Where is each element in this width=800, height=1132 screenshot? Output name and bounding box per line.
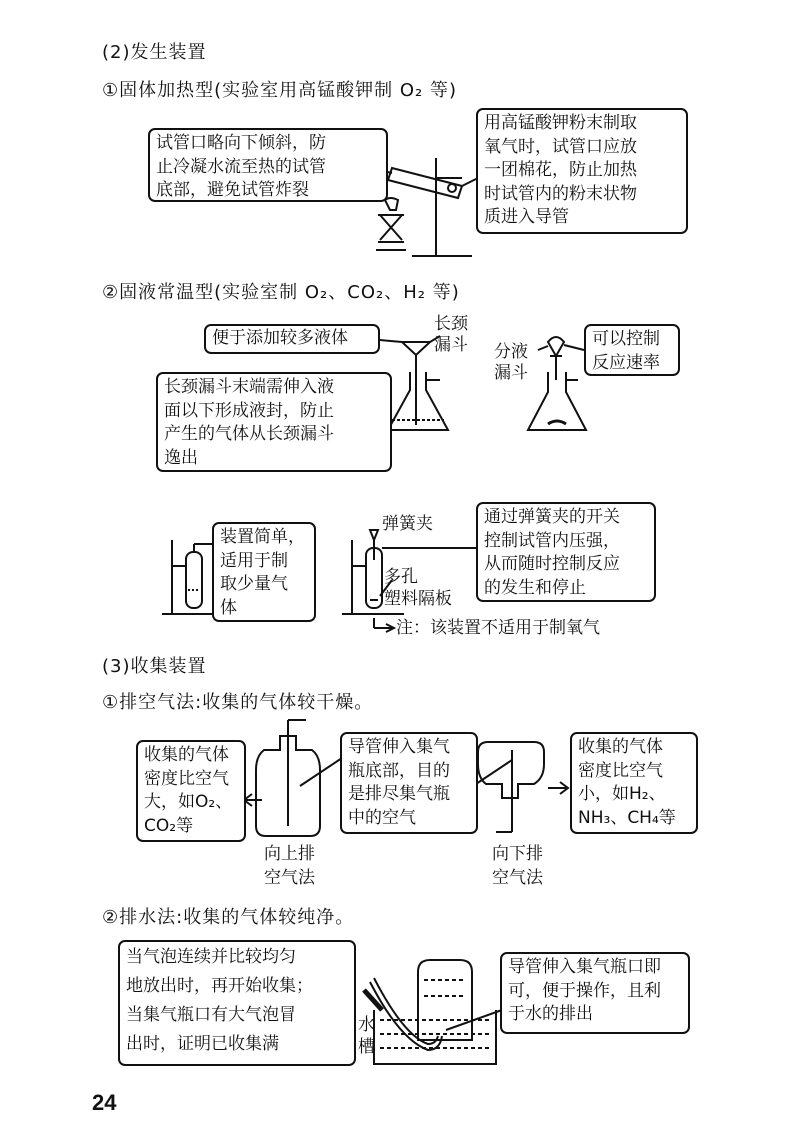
note-tube-tilt: 试管口略向下倾斜，防 止冷凝水流至热的试管 底部，避免试管炸裂 xyxy=(148,128,388,202)
section-3-title: (3)收集装置 xyxy=(102,656,207,677)
note-liquid-seal: 长颈漏斗末端需伸入液 面以下形成液封，防止 产生的气体从长颈漏斗 逸出 xyxy=(156,372,392,472)
note-downward-air: 收集的气体 密度比空气 小，如H₂、 NH₃、CH₄等 xyxy=(570,732,698,834)
label-spring-clamp: 弹簧夹 xyxy=(382,514,433,534)
section-3-1-heading: ①排空气法:收集的气体较干燥。 xyxy=(102,692,374,713)
downward-air-bottle xyxy=(470,742,568,832)
section-2-1-heading: ①固体加热型(实验室用高锰酸钾制 O₂ 等) xyxy=(102,80,458,101)
section-3-2-heading: ②排水法:收集的气体较纯净。 xyxy=(102,907,355,928)
note-start-collect: 当气泡连续并比较均匀 地放出时，再开始收集； 当集气瓶口有大气泡冒 出时，证明已收集满 xyxy=(118,940,356,1066)
upward-air-bottle xyxy=(244,720,342,836)
note-tube-to-bottom: 导管伸入集气 瓶底部，目的 是排尽集气瓶 中的空气 xyxy=(340,732,478,834)
note-control-rate: 可以控制 反应速率 xyxy=(584,324,680,376)
note-simple-apparatus: 装置简单， 适用于制 取少量气 体 xyxy=(212,522,316,622)
note-add-liquid: 便于添加较多液体 xyxy=(204,324,380,354)
section-2-title: (2)发生装置 xyxy=(102,42,207,63)
note-spring-clamp: 通过弹簧夹的开关 控制试管内压强， 从而随时控制反应 的发生和停止 xyxy=(476,502,656,602)
note-not-for-oxygen: 注：该装置不适用于制氧气 xyxy=(396,618,600,638)
page-number: 24 xyxy=(92,1090,117,1115)
label-water-tank: 水 槽 xyxy=(358,1015,375,1057)
note-tube-to-mouth: 导管伸入集气瓶口即 可，便于操作，且利 于水的排出 xyxy=(500,952,690,1034)
separatory-funnel-flask xyxy=(528,337,586,430)
water-tank-apparatus xyxy=(364,960,502,1064)
note-cotton: 用高锰酸钾粉末制取 氧气时，试管口应放 一团棉花，防止加热 时试管内的粉末状物 质进入导管 xyxy=(476,108,688,234)
section-2-2-heading: ②固液常温型(实验室制 O₂、CO₂、H₂ 等) xyxy=(102,282,460,303)
note-upward-air: 收集的气体 密度比空气 大，如O₂、 CO₂等 xyxy=(136,740,246,842)
label-porous-plate: 多孔 塑料隔板 xyxy=(384,567,452,609)
label-upward-air: 向上排 空气法 xyxy=(264,844,315,888)
label-separatory-funnel: 分液 漏斗 xyxy=(494,342,528,383)
label-downward-air: 向下排 空气法 xyxy=(492,844,543,888)
label-long-funnel: 长颈 漏斗 xyxy=(434,314,468,355)
